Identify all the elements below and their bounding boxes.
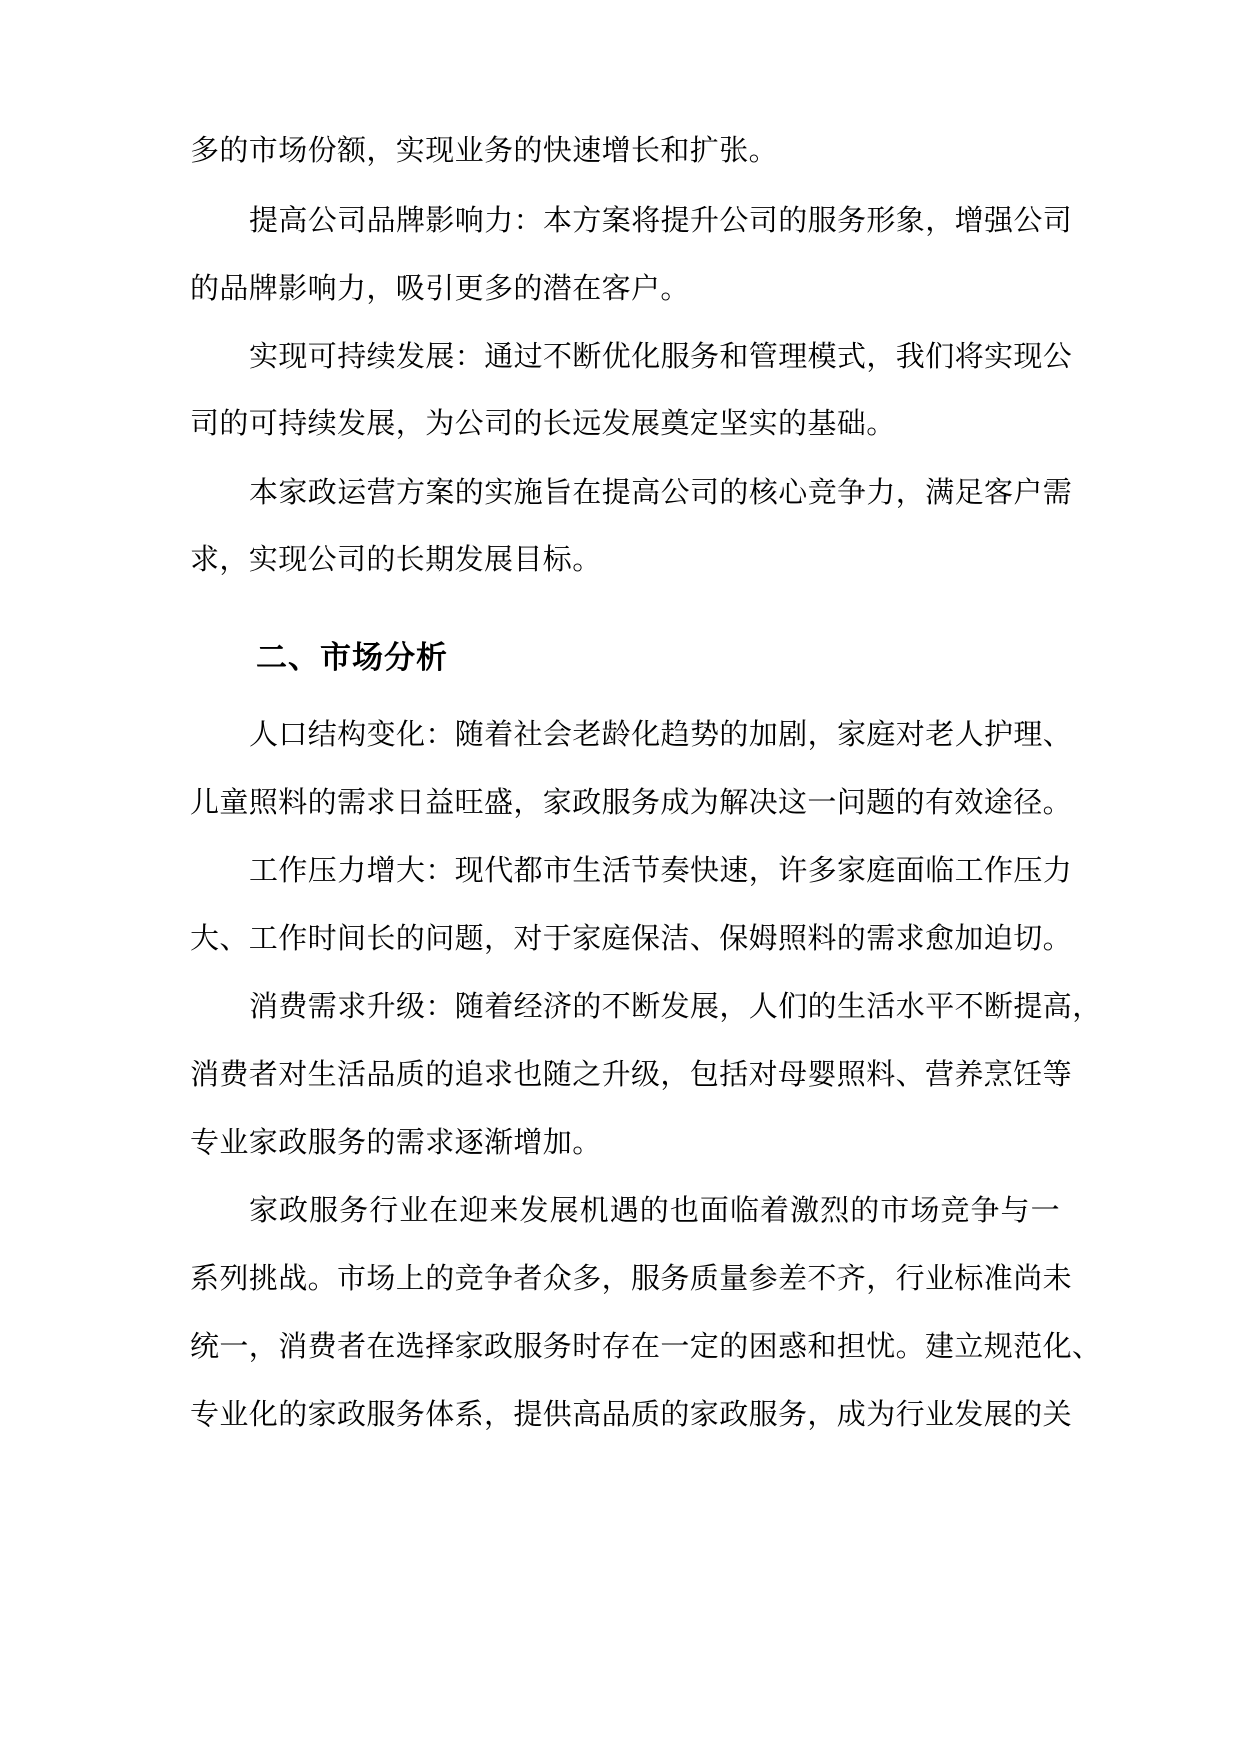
paragraph-line: 提高公司品牌影响力：本方案将提升公司的服务形象，增强公司 [249, 203, 1073, 237]
paragraph-line: 消费需求升级：随着经济的不断发展，人们的生活水平不断提高， [249, 989, 1102, 1023]
paragraph-line: 大、工作时间长的问题，对于家庭保洁、保姆照料的需求愈加迫切。 [190, 921, 1073, 955]
paragraph-line: 的品牌影响力，吸引更多的潜在客户。 [190, 271, 690, 305]
paragraph-line: 人口结构变化：随着社会老龄化趋势的加剧，家庭对老人护理、 [249, 717, 1073, 751]
paragraph-line: 本家政运营方案的实施旨在提高公司的核心竞争力，满足客户需 [249, 475, 1073, 509]
paragraph-line: 专业化的家政服务体系，提供高品质的家政服务，成为行业发展的关 [190, 1397, 1073, 1431]
paragraph-line: 求，实现公司的长期发展目标。 [190, 542, 602, 576]
paragraph-line: 统一，消费者在选择家政服务时存在一定的困惑和担忧。建立规范化、 [190, 1329, 1102, 1363]
paragraph-line: 消费者对生活品质的追求也随之升级，包括对母婴照料、营养烹饪等 [190, 1057, 1073, 1091]
paragraph-line: 工作压力增大：现代都市生活节奏快速，许多家庭面临工作压力 [249, 853, 1073, 887]
paragraph-line: 家政服务行业在迎来发展机遇的也面临着激烈的市场竞争与一 [249, 1193, 1060, 1227]
section-heading: 二、市场分析 [256, 640, 448, 676]
paragraph-line: 系列挑战。市场上的竞争者众多，服务质量参差不齐，行业标准尚未 [190, 1261, 1073, 1295]
paragraph-line: 实现可持续发展：通过不断优化服务和管理模式，我们将实现公 [249, 339, 1073, 373]
paragraph-line: 司的可持续发展，为公司的长远发展奠定坚实的基础。 [190, 406, 896, 440]
paragraph-line: 儿童照料的需求日益旺盛，家政服务成为解决这一问题的有效途径。 [190, 785, 1073, 819]
paragraph-line: 专业家政服务的需求逐渐增加。 [190, 1125, 602, 1159]
paragraph-line: 多的市场份额，实现业务的快速增长和扩张。 [190, 133, 779, 167]
